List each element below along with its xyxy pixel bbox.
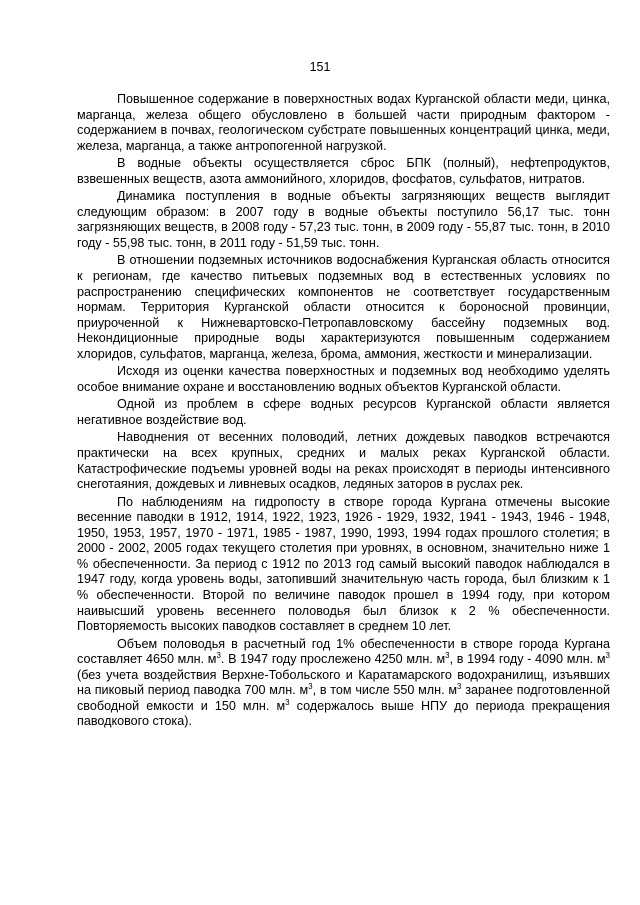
superscript-3: 3 bbox=[445, 650, 450, 660]
flood-volume-text-7: содержалось выше НПУ до периода прекращения паводкового стока). bbox=[77, 698, 610, 729]
superscript-3: 3 bbox=[285, 697, 290, 707]
paragraph-gauge-observations: По наблюдениям на гидропосту в створе города Кургана отмечены высокие весенние паводки в 1912, 1914, 1922, 1923, 1926 - 1929, 1932, 1941 - 1943, 1946 - 1948, 1950, 1953, 1957, 1970 - 1971, 1985 - 1987, 1990, 1993, 1994 годах прошлого столетия; в 2000 - 2002, 2005 годах текущего столетия при уровнях, в основном, значительно ниже 1 % обеспеченности. За период с 1912 по 2013 год самый высокий паводок наблюдался в 1947 году, когда уровень воды, затопивший значительную часть города, был близким к 1 % обеспеченности. Второй по величине паводок прошел в 1994 году, при котором наивысший уровень весеннего половодья был близок к 2 % обеспеченности. Повторяемость высоких паводков составляет в среднем 10 лет. bbox=[77, 494, 610, 634]
paragraph-groundwater-quality: В отношении подземных источников водоснабжения Курганская область относится к регионам, где качество питьевых подземных вод в естественных условиях по распространению специфических компонентов не соответствует государственным нормам. Территория Курганской области относится к бороносной провинции, приуроченной к Нижневартовско-Петропавловскому бассейну подземных вод. Некондиционные природные воды характеризуются повышенным содержанием хлоридов, сульфатов, марганца, железа, брома, аммония, жесткости и минерализации. bbox=[77, 253, 610, 361]
flood-volume-text-2: . В 1947 году прослежено 4250 млн. м bbox=[220, 652, 446, 667]
flood-volume-text-4: (без учета воздействия Верхне-Тобольского и Каратамарского водохранилищ, изъявших на пиковый период паводка 700 млн. м bbox=[77, 667, 610, 698]
superscript-3: 3 bbox=[605, 650, 610, 660]
paragraph-floods: Наводнения от весенних половодий, летних дождевых паводков встречаются практически на всех крупных, средних и малых реках Курганской области. Катастрофические подъемы уровней воды на реках происходят в периоды интенсивного снеготаяния, дождевых и ливневых осадков, ледяных заторов в руслах рек. bbox=[77, 430, 610, 492]
paragraph-flood-volume bbox=[77, 637, 610, 730]
flood-volume-text-6: заранее подготовленной свободной емкости и 150 млн. м bbox=[77, 683, 610, 713]
paragraph-water-protection: Исходя из оценки качества поверхностных и подземных вод необходимо уделять особое внимание охране и восстановлению водных объектов Курганской области. bbox=[77, 364, 610, 394]
paragraph-pollutant-dynamics: Динамика поступления в водные объекты загрязняющих веществ выглядит следующим образом: в 2007 году в водные объекты поступило 56,17 тыс. тонн загрязняющих веществ, в 2008 году - 57,23 тыс. тонн, в 2009 году - 55,87 тыс. тонн, в 2010 году - 55,98 тыс. тонн, в 2011 году - 51,59 тыс. тонн. bbox=[77, 189, 610, 250]
superscript-3: 3 bbox=[457, 682, 462, 692]
superscript-3: 3 bbox=[308, 682, 313, 692]
paragraph-surface-water-metals: Повышенное содержание в поверхностных водах Курганской области меди, цинка, марганца, железа общего обусловлено в большей части природным фактором - содержанием в почвах, геологическом субстрате повышенных концентраций цинка, меди, железа, марганца, а также антропогенной нагрузкой. bbox=[77, 92, 610, 153]
document-body bbox=[77, 92, 610, 732]
flood-volume-text-3: , в 1994 году - 4090 млн. м bbox=[449, 652, 606, 667]
flood-volume-text-5: , в том числе 550 млн. м bbox=[312, 683, 457, 698]
paragraph-negative-impact: Одной из проблем в сфере водных ресурсов Курганской области является негативное воздействие вод. bbox=[77, 397, 610, 427]
paragraph-discharge-substances: В водные объекты осуществляется сброс БПК (полный), нефтепродуктов, взвешенных веществ, азота аммонийного, хлоридов, фосфатов, сульфатов, нитратов. bbox=[77, 156, 610, 186]
superscript-3: 3 bbox=[216, 650, 221, 660]
flood-volume-text-1: Объем половодья в расчетный год 1% обеспеченности в створе города Кургана составляет 4650 млн. м bbox=[77, 636, 610, 667]
page-number: 151 bbox=[309, 60, 331, 74]
